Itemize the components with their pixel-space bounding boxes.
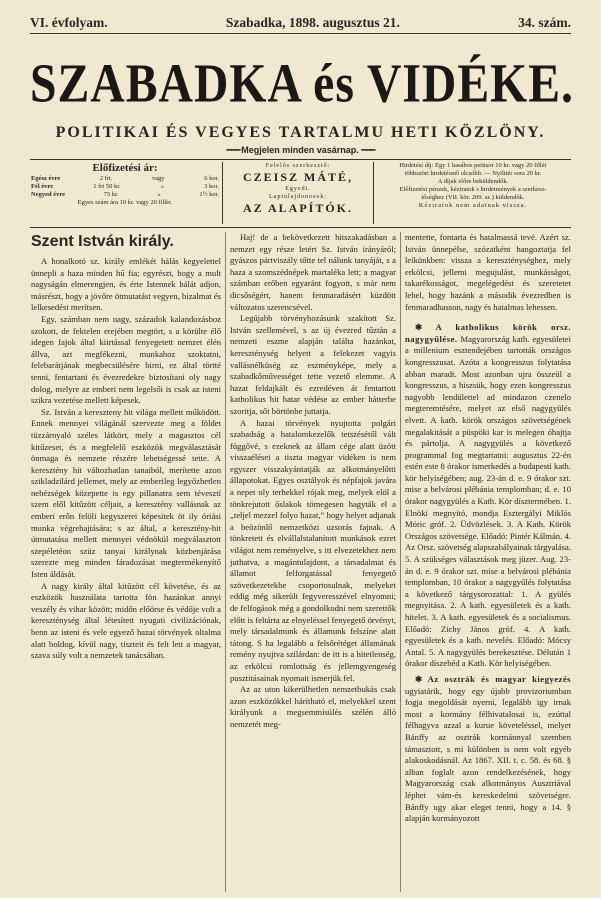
publication-schedule: [30, 145, 571, 156]
ad-rate-line: A díjak előre beküldendők.: [437, 178, 509, 185]
article-paragraph: mentette, fontarta és hatalmassá tevé. Azért sz. István ünnepélse, szózatként hangoztatja fel leikünkben: vissza a kereszténységhez, mely erkölcsi, jellemi megujulást, munkásságot, takarékosságot, megelégedést és szeretetet lehel, hogy hazánk a második évezredben is fenmaradhasson, nagy és hatalmas lehessen.: [405, 232, 571, 312]
editor-box: [222, 162, 374, 224]
owners-label: Laptulajdonosok:: [269, 194, 327, 200]
volume-label: VI. évfolyam.: [30, 15, 108, 30]
subscription-row: Egész évre 2 frt. vagy 6 kor.: [31, 175, 219, 182]
news-item: [405, 322, 571, 670]
ad-rate-line: tőséghez (VII. kör. 209. sz.) küldendők.: [421, 194, 525, 201]
column-divider: [225, 232, 226, 892]
article-paragraph: Egy, számban nem nagy, századok kalandozásboz szokott, de fektelen erejében megtört, s a körülte élő idegen fajok által kiirtással fenyegetett nemzet élén állva, azt megfékezni, munkahoz szoktatni, felebarátjának megbecsülésére birni, ez által törtté tenni, fentartani és évezredekre biztosítani oly nagy dolog, melyre az emberi nem legelsői is csak az isteni szikra vezetése mellett képesek.: [31, 313, 221, 406]
subscription-row: Negyed évre 75 kr. » 1½ kor.: [31, 191, 219, 198]
article-paragraph: A nagy király által kitűzött cél követése, és az eszközök használata tartotta fön hazánkat annyi veszély és vihar között; midőn előörse és védője volt a kereszténység által létesített nyugati civilizációnak, benn az isteni és vele egyező hazai törvények oltalma alatt boldog, kívül nagy, tiszteit és felt lett a magyar, szava súly volt a nemzetek tanácsában.: [31, 580, 221, 661]
article-paragraph: Legújabb törvényhozásunk szakított Sz. István szellemével, s az új évezred tűztán a nemzeti eszme alapján találta hazánkat, kereszténység helyett a felekezet vagyis vallásnélküség az eszményképe, mely a szabadkőművességet tette vezető elemme. A hazat feldajkált és ezredéven át fentartott katholikus hit hatar védése az ember hátterbe szoritja, sőt börtönbe juttatja.: [230, 313, 396, 416]
single-copy-price: Egyes szám ára 10 kr. vagy 20 fillér.: [77, 199, 173, 206]
star-bullet-icon: ✱: [415, 322, 436, 333]
ad-rate-line: többszöri hirdetésnél olcsóbb. — Nyilttér sora 20 kr.: [404, 170, 542, 177]
editor-label: Felelős szerkesztő:: [265, 163, 331, 169]
masthead-subtitle: POLITIKAI ÉS VEGYES TARTALMU HETI KÖZLÖNY.: [55, 124, 546, 141]
ornament-left-icon: ━━━: [226, 145, 242, 155]
ornament-right-icon: ━━━: [361, 145, 375, 155]
infobox-rule-bottom: [30, 227, 571, 228]
news-item: [405, 674, 571, 825]
article-paragraph: Az az uton kikerülhetlen nemzetbukás csak azon eszközökkel hárítható el, melyekkel szent királyunk a megsemmisülés szélén álló nemzetét meg-: [230, 684, 396, 729]
article-paragraph: Sz. István a kereszteny hit világa mellett működött. Ennek mennyei világánál szervezte meg a földet tüzzárnyaló széles látkört, mely a magasztos cél kitűzeset, és a megfelelő eszközök megválasztását önmaga és nemzete részére lehetségessé tette. A keresztény hit változhatlan tanaiból, merítette azon szikladzilárd jellemet, mely az emberileg legyőzhetlen nehézségek közepette is egy pillanatra sem tévesztí szem elől kitűzött céljait, a keresztény vallásnak az emberi erőn felöli kegyszerei képesitek öt ily óriási munka végrehajtására; s az által, a keresztény-hit útmutatása mellett mennyei védnökül megválasztott szepéletéon szüz tanyai királynak közbenjárása szerezte meg minden fáradozásat megtermékenyítő Isten áldását.: [31, 406, 221, 580]
owners-name: AZ ALAPÍTÓK.: [242, 201, 353, 215]
editor-label-2: Egyedi.: [285, 186, 311, 192]
header-top-line: [30, 15, 571, 31]
subscription-box: [31, 162, 219, 224]
dateline: Szabadka, 1898. augusztus 21.: [225, 15, 400, 30]
ad-rate-line: Hirdetési díj: Egy 1 hasábos petitsor 10 kr. vagy 20 fillér: [399, 162, 547, 169]
article-paragraph: A hazai törvények nyujtotta polgári szabadság a hatalomkezelők tetszésétől vált függővé, s ezeknek az állam cége alatt üzött visszaélései a tiszta magyar vidéken is nem egyszer visszakyántatják az alkotmányelőtti állapotokat. Egyes osztályok és népfajok javára a nepet oly terhekkel rójak meg, melyek elöl a tönkrejutott őslakok tömegesen hagyták el a „teljel mezzel folyo hazat,” hogy helyet adjanak a beözönlő nemzetközi uzsorás fajnak. A tönkretett és elvállalstalanított munkások ezret világot nem reményelve, s itt elvezetekhez nem juthatva, a magántulajdont, a társadalmat és államot felforgatással fenyegető szövetkezetekbe csoportosulnak, melyeket eddig még sikerült fegyveresszével elnyomni; de felfogások még a gondolkodni nem szerettők előtt is feltárta az elnyeléssel fenyegető örvényt, mely társadalmunk és államunk felszíne alatt tátong. S ha legalább a felsőrétéget államának remény nyujtva szilárdan: de itt is a hitetlenség, az erkölcsi romlottság és jellemgyengeség pusztitásainak nyomait ismerjük fel.: [230, 417, 396, 683]
subscription-title: Előfizetési ár:: [92, 162, 158, 174]
article-title: Szent István király.: [31, 233, 174, 250]
editor-name: CZEISZ MÁTÉ,: [242, 170, 354, 184]
advertising-box: [375, 162, 571, 224]
infobox-rule-top: [30, 159, 571, 160]
header-rule-top: [30, 33, 571, 34]
subscription-row: Fél évre 1 frt 50 kr. » 3 kor.: [31, 183, 219, 190]
issue-number: 34. szám.: [518, 15, 571, 30]
article-paragraph: Haj! de a bekövetkezett hitszakadásban a nemzet egy része letért Sz. István irányáról; gyászos pártviszály tőtte tel nálunk tanyáját, s a haza a szomszédnépek martaléka lett; a magyar számban erőben egyaránt fogyott, s már nem dicsőségért, hanem fenmaradásért küzdött változatos szerencsével.: [230, 232, 396, 312]
news-body: Magyarország kath. egyesületei a millenium esztendejében tartották országos kongresszusat. Azóta a kongresszus folytatása abban maradt. Most azonban ujra összeül a kongresszus, a hiszsük, hogy ezen kongresszus nagyobb lendülettel ad mindazon czenelo megteremtésére, melyet az első nagygyülés elvett. A kath. körök országos szövetségének megalakitását a püspöki kar is melegen óhajtja és pártolja. A nagygyülés a következő programmal fog megtartatni: augusztus 22-én estén este 8 órakor ismerkedés a budapesti kath. kör helyiségében; aug. 23-án d. e. 9 órakor szt. mise a belvárosi plébánia templomban; d. e. 10 órakor nagygyülés a Kath. Kör dísztermében. 1. Elnöki megnyitó, mondja Esztergályi Miklós Móric gróf. 2. Üdvözlések. 3. A Kath. Körök Országos szövetsége. Előadó: Pintér Kálmán. 4. Az Orsz. szövetség alapszabályainak tárgyalása. 5. A szükséges választások meg jüzer. Aug. 23-án d. e. 9 órakor szt. mise a belvárosi plébánia templomban, 10 órakor a nagygyűlés folytatása a következő tárgysorozattal: 1. A gyülés megnyitása. 2. A kath. egyesületek és a kath. hitelet. 3. A kath. egyesületek és a socialismus. Előadó: Zichy János gróf. 4. A kath. egyesületek és a kath. nevelés. Előadó: Mócsy Antal. 5. A nagygyülés berekesztése. Délután 1 órakor díszebéd a Kath. Kör helyiségében.: [405, 333, 571, 669]
masthead-title: SZABADKA és VIDÉKE.: [30, 54, 574, 114]
column-3: [405, 232, 571, 825]
news-heading: Az osztrák és magyar kiegyezés: [427, 673, 571, 684]
news-body: ugyiatárik, hogy egy újabb provizoriumban fogja megoldását nyerni, legalább igy irnak most a kormány félhivatalosai is, ezúttal félhagyva azzal a kurue követeléssel, melyet Bánffy az osztrák kormánnyal szemben támasztott, s mi különben is nem volt egyéb alakoskodásnál. Az 1867. XII. t. c. 58. és 68. § alban foglalt azon rendelkezésének, hogy Magyarország csak alkotmányos Ausztriával léphet vám-és kereskedelmi szövetségre. Bánffy ugy akar eleget tenni, hogy a 14. § alapján kormányozott: [405, 685, 571, 824]
column-divider: [400, 232, 401, 892]
column-2: [230, 232, 396, 731]
schedule-text: Megjelen minden vasárnap.: [241, 145, 359, 155]
ad-rate-line: Előfizetési pénzek, kéziratok s hirdetmények a szerkesz-: [399, 186, 547, 193]
article-paragraph: A honalkotó sz. király emlékét hálás kegyelettel ünnepli a haza minden hű fia; egyrészt, hogy a mult nagyságán elmerengjen, és érte Istennek hálát adjon, másrészt, hogy a jövőre ötmutatást vegyen, bizalmat és lelkesedést merítsen.: [31, 256, 221, 313]
column-1: [31, 232, 221, 662]
ad-rate-line: Kéziratok nem adatnak vissza.: [418, 202, 528, 209]
news-heading: A katholikus körök orsz. nagygyűlése.: [405, 322, 571, 344]
star-bullet-icon: ✱: [415, 673, 428, 684]
